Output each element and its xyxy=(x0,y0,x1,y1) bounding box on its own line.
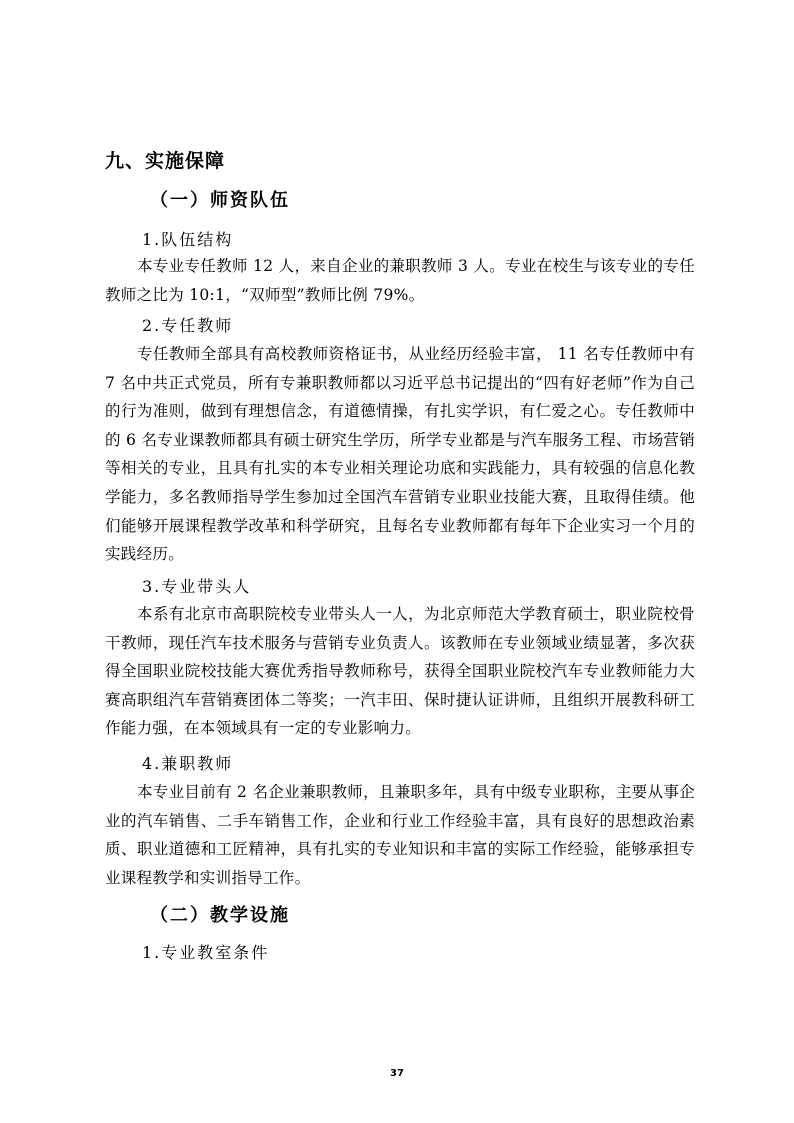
chapter-heading: 九、实施保障 xyxy=(105,150,226,172)
subsection-heading-team-structure: 1.队伍结构 xyxy=(142,230,234,249)
paragraph-fulltime-teachers: 专任教师全部具有高校教师资格证书，从业经历经验丰富， 11 名专任教师中有 7 名中共正式党员，所有专兼职教师都以习近平总书记提出的“四有好老师”作为自己的行为准则，做到有理想信念，有道德情操，有扎实学识，有仁爱之心。专任教师中的 6 名专业课教师都具有硕士研究生学历，所学专业都是与汽车服务工程、市场营销等相关的专业，且具有扎实的本专业相关理论功底和实践能力，具有较强的信息化教学能力，多名教师指导学生参加过全国汽车营销专业职业技能大赛，且取得佳绩。他们能够开展课程教学改革和科学研究，且每名专业教师都有每年下企业实习一个月的实践经历。 xyxy=(105,345,695,564)
subsection-heading-program-leader: 3.专业带头人 xyxy=(142,577,252,596)
paragraph-program-leader: 本系有北京市高职院校专业带头人一人，为北京师范大学教育硕士，职业院校骨干教师，现任汽车技术服务与营销专业负责人。该教师在专业领域业绩显著，多次获得全国职业院校技能大赛优秀指导教师称号，获得全国职业院校汽车专业教师能力大赛高职组汽车营销赛团体二等奖；一汽丰田、保时捷认证讲师，且组织开展教科研工作能力强，在本领域具有一定的专业影响力。 xyxy=(105,605,695,738)
section-heading-teaching-facilities: （二）教学设施 xyxy=(150,905,290,926)
subsection-heading-classroom-conditions: 1.专业教室条件 xyxy=(142,943,270,962)
paragraph-team-structure: 本专业专任教师 12 人，来自企业的兼职教师 3 人。专业在校生与该专业的专任教师之比为 10:1，“双师型”教师比例 79%。 xyxy=(105,257,695,304)
subsection-heading-fulltime-teachers: 2.专任教师 xyxy=(142,316,234,335)
subsection-heading-parttime-teachers: 4.兼职教师 xyxy=(142,754,234,773)
section-heading-faculty: （一）师资队伍 xyxy=(150,190,290,211)
paragraph-parttime-teachers: 本专业目前有 2 名企业兼职教师，且兼职多年，具有中级专业职称，主要从事企业的汽车销售、二手车销售工作，企业和行业工作经验丰富，具有良好的思想政治素质、职业道德和工匠精神，具有扎实的专业知识和丰富的实际工作经验，能够承担专业课程教学和实训指导工作。 xyxy=(105,783,695,887)
page-number: 37 xyxy=(390,1068,404,1079)
